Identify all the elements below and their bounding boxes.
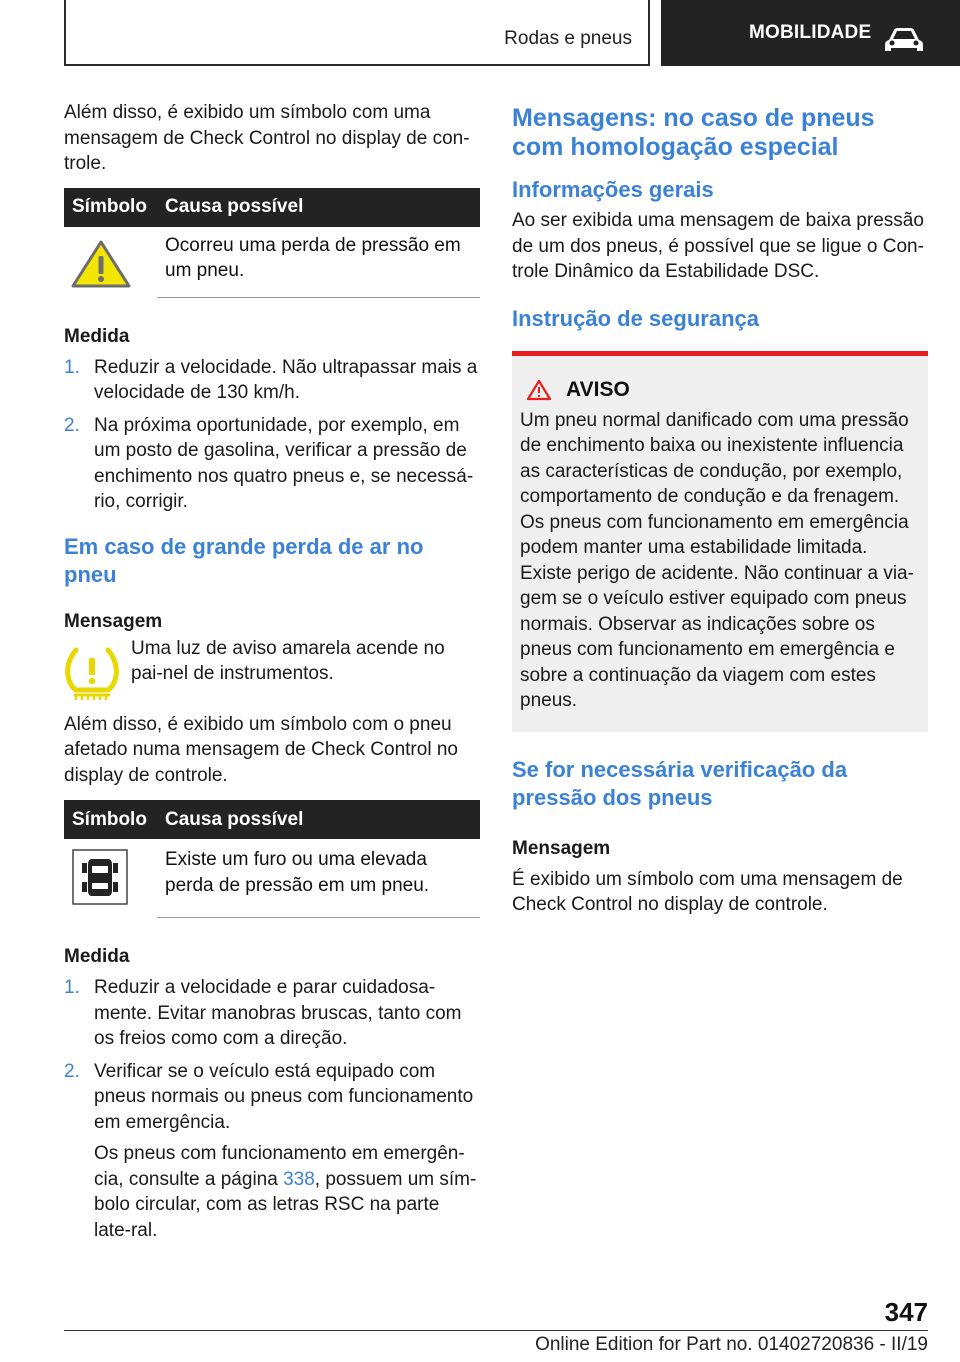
measure-steps-1 (64, 355, 480, 515)
table-header-cause: Causa possível (157, 800, 480, 839)
warning-header (520, 378, 920, 402)
table-header-cause: Causa possível (157, 188, 480, 227)
list-item: 2. Na próxima oportunidade, por exemplo, em um posto de gasolina, verificar a pressão de enchimento nos quatro pneus e, se necessá-rio, corrigir. (64, 414, 474, 512)
list-item: 1. Reduzir a velocidade e parar cuidadosa-mente. Evitar manobras bruscas, tanto com os freios como com a direção. (64, 977, 462, 1049)
intro-paragraph-2: Além disso, é exibido um símbolo com o pneu afetado numa mensagem de Check Control no display de controle. (64, 713, 458, 786)
cause-text: Ocorreu uma perda de pressão em um pneu. (165, 234, 461, 281)
header-frame (64, 0, 650, 66)
warning-text: Um pneu normal danificado com uma pressão de enchimento baixa ou inexistente influencia as características de condução, por exemplo, comportamento de condução e da frenagem. Os pneus com funcionamento em emergência podem manter uma estabilidade limitada. Existe perigo de acidente. Não continuar a via-gem se o veículo estiver equipado com pneus normais. Observar as indicações sobre os pneus com funcionamento em emergência e sobre a continuação da viagem com estes pneus. (520, 409, 914, 711)
table-row (64, 227, 480, 297)
header-chapter-label: MOBILIDADE (749, 22, 872, 43)
symbol-table-1 (64, 188, 480, 297)
measure-title: Medida (64, 946, 130, 967)
car-icon (883, 26, 925, 56)
header-section-title: Rodas e pneus (504, 28, 632, 49)
message-block (64, 636, 480, 702)
right-column (512, 104, 928, 918)
intro-paragraph: Além disso, é exibido um símbolo com uma mensagem de Check Control no display de con-trole. (64, 102, 470, 174)
message-title: Mensagem (512, 837, 611, 859)
page-section-title: Mensagens: no caso de pneus com homologação especial (512, 104, 875, 161)
page-link[interactable]: 338 (283, 1168, 315, 1190)
table-divider (157, 297, 480, 298)
measure-steps-2 (64, 975, 480, 1135)
rsc-note: Os pneus com funcionamento em emergên-cia, consulte a página 338, possuem um sím-bolo circular, com as letras RSC na parte late-ral. (94, 1143, 477, 1241)
general-info-text: Ao ser exibida uma mensagem de baixa pressão de um dos pneus, é possível que se ligue o Con-trole Dinâmico da Estabilidade DSC. (512, 210, 924, 282)
warning-box (512, 351, 928, 732)
safety-heading: Instrução de segurança (512, 305, 759, 331)
message-text: É exibido um símbolo com uma mensagem de Check Control no display de controle. (512, 868, 903, 915)
table-header-symbol: Símbolo (64, 188, 157, 227)
list-item: 1. Reduzir a velocidade. Não ultrapassar mais a velocidade de 130 km/h. (64, 356, 478, 403)
section-heading-air-loss: Em caso de grande perda de ar no pneu (64, 533, 424, 587)
message-text: Uma luz de aviso amarela acende no pai-nel de instrumentos. (131, 637, 445, 684)
car-tire-status-icon (72, 849, 128, 905)
footer-divider (64, 1330, 928, 1331)
warning-triangle-icon (70, 239, 132, 289)
list-item: 2. Verificar se o veículo está equipado com pneus normais ou pneus com funcionamento em emergência. (64, 1060, 474, 1133)
warning-title: AVISO (566, 377, 630, 401)
message-title: Mensagem (64, 610, 163, 632)
table-header-symbol: Símbolo (64, 800, 157, 839)
general-info-heading: Informações gerais (512, 177, 714, 202)
cause-text: Existe um furo ou uma elevada perda de pressão em um pneu. (165, 849, 430, 896)
left-column (64, 100, 480, 1243)
footer-edition: Online Edition for Part no. 01402720836 - II/19 (535, 1334, 928, 1355)
warning-triangle-icon (526, 379, 552, 401)
symbol-table-2 (64, 800, 480, 917)
measure-title: Medida (64, 325, 130, 347)
table-divider (157, 917, 480, 918)
pressure-check-heading: Se for necessária verificação da pressão dos pneus (512, 756, 848, 810)
header-chapter-tab[interactable] (661, 0, 960, 66)
page-number: 347 (884, 1297, 928, 1327)
tire-pressure-warning-icon (64, 644, 120, 702)
table-row (64, 839, 480, 917)
